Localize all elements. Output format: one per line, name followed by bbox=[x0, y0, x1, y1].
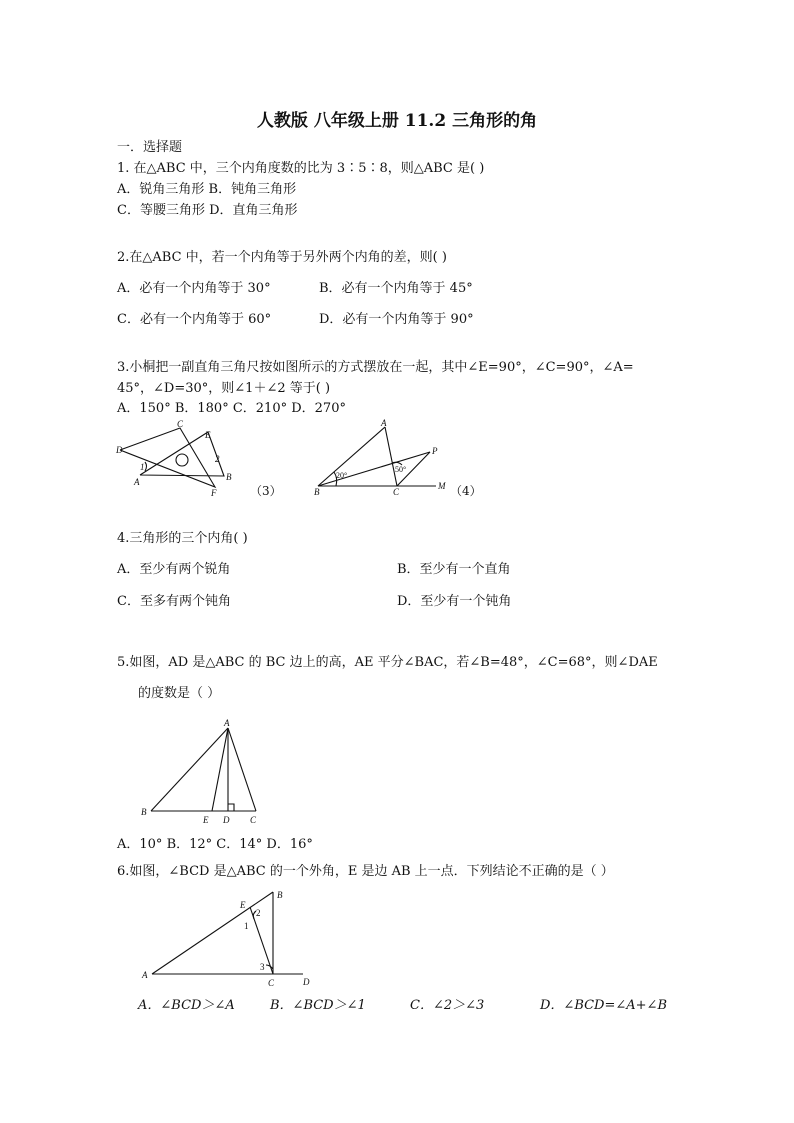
fig3-label-e: E bbox=[205, 430, 211, 440]
page-title: 人教版 八年级上册 11.2 三角形的角 bbox=[256, 111, 538, 131]
q6-label-c: C bbox=[268, 978, 275, 988]
fig4-label-b: B bbox=[314, 487, 320, 497]
q2-option-d: D．必有一个内角等于 90° bbox=[319, 312, 474, 327]
q6-option-b: B．∠BCD＞∠1 bbox=[270, 998, 366, 1013]
q1-options-cd: C．等腰三角形 D．直角三角形 bbox=[117, 203, 298, 218]
q4-stem: 4.三角形的三个内角( ) bbox=[117, 531, 248, 546]
fig4-angle-20: 20° bbox=[336, 471, 348, 480]
q5-options: A．10° B．12° C．14° D．16° bbox=[117, 837, 313, 852]
fig3-label-f: F bbox=[211, 488, 217, 498]
fig4-angle-50: 50° bbox=[395, 465, 407, 474]
q3-stem-line2: 45°，∠D=30°，则∠1＋∠2 等于( ) bbox=[117, 381, 331, 396]
fig3-label-c: C bbox=[177, 419, 184, 429]
q6-label-1: 1 bbox=[244, 921, 249, 931]
fig4-caption: （4） bbox=[450, 484, 482, 498]
q1-stem: 1. 在△ABC 中，三个内角度数的比为 3∶5∶8，则△ABC 是( ) bbox=[117, 161, 485, 176]
q6-option-a: A．∠BCD＞∠A bbox=[138, 998, 235, 1013]
q5-stem-line2: 的度数是（ ） bbox=[138, 686, 221, 701]
q4-option-a: A．至少有两个锐角 bbox=[117, 562, 231, 577]
q5-stem-line1: 5.如图，AD 是△ABC 的 BC 边上的高，AE 平分∠BAC，若∠B=48°，∠C=68°，则∠DAE bbox=[117, 655, 658, 670]
q4-option-c: C．至多有两个钝角 bbox=[117, 594, 231, 609]
fig4-label-p: P bbox=[432, 446, 438, 456]
q5-label-d: D bbox=[223, 815, 230, 825]
q5-label-e: E bbox=[203, 815, 209, 825]
q6-stem: 6.如图，∠BCD 是△ABC 的一个外角，E 是边 AB 上一点．下列结论不正确的是（ ） bbox=[117, 864, 614, 879]
q2-option-c: C．必有一个内角等于 60° bbox=[117, 312, 272, 327]
q5-label-a: A bbox=[224, 718, 230, 728]
q4-option-d: D．至少有一个钝角 bbox=[397, 594, 512, 609]
q6-label-3: 3 bbox=[260, 962, 265, 972]
fig3-caption: （3） bbox=[250, 484, 282, 498]
q6-label-e: E bbox=[240, 900, 246, 910]
q2-stem: 2.在△ABC 中，若一个内角等于另外两个内角的差，则( ) bbox=[117, 250, 447, 265]
q2-option-a: A．必有一个内角等于 30° bbox=[117, 281, 271, 296]
q6-option-d: D．∠BCD=∠A+∠B bbox=[540, 998, 667, 1013]
q6-label-2: 2 bbox=[256, 908, 261, 918]
q1-options-ab: A．锐角三角形 B．钝角三角形 bbox=[117, 182, 297, 197]
q5-label-b: B bbox=[141, 807, 147, 817]
q3-options: A．150° B．180° C．210° D．270° bbox=[117, 401, 346, 416]
q4-option-b: B．至少有一个直角 bbox=[397, 562, 511, 577]
q6-label-d: D bbox=[303, 977, 310, 987]
fig3-label-2: 2 bbox=[215, 454, 220, 464]
q5-label-c: C bbox=[250, 815, 257, 825]
fig3-label-b: B bbox=[226, 472, 232, 482]
section-heading: 一．选择题 bbox=[117, 140, 183, 155]
fig3-label-d: D bbox=[116, 445, 123, 455]
fig3-label-a: A bbox=[134, 477, 140, 487]
fig3-label-1: 1 bbox=[140, 462, 145, 472]
q6-label-a: A bbox=[142, 970, 148, 980]
fig4-label-m: M bbox=[438, 481, 446, 491]
fig4-label-a: A bbox=[381, 418, 387, 428]
fig4-label-c: C bbox=[393, 487, 400, 497]
q3-stem-line1: 3.小桐把一副直角三角尺按如图所示的方式摆放在一起，其中∠E=90°，∠C=90°，∠A= bbox=[117, 360, 634, 375]
q6-label-b: B bbox=[277, 890, 283, 900]
q2-option-b: B．必有一个内角等于 45° bbox=[319, 281, 473, 296]
q6-option-c: C．∠2＞∠3 bbox=[410, 998, 485, 1013]
